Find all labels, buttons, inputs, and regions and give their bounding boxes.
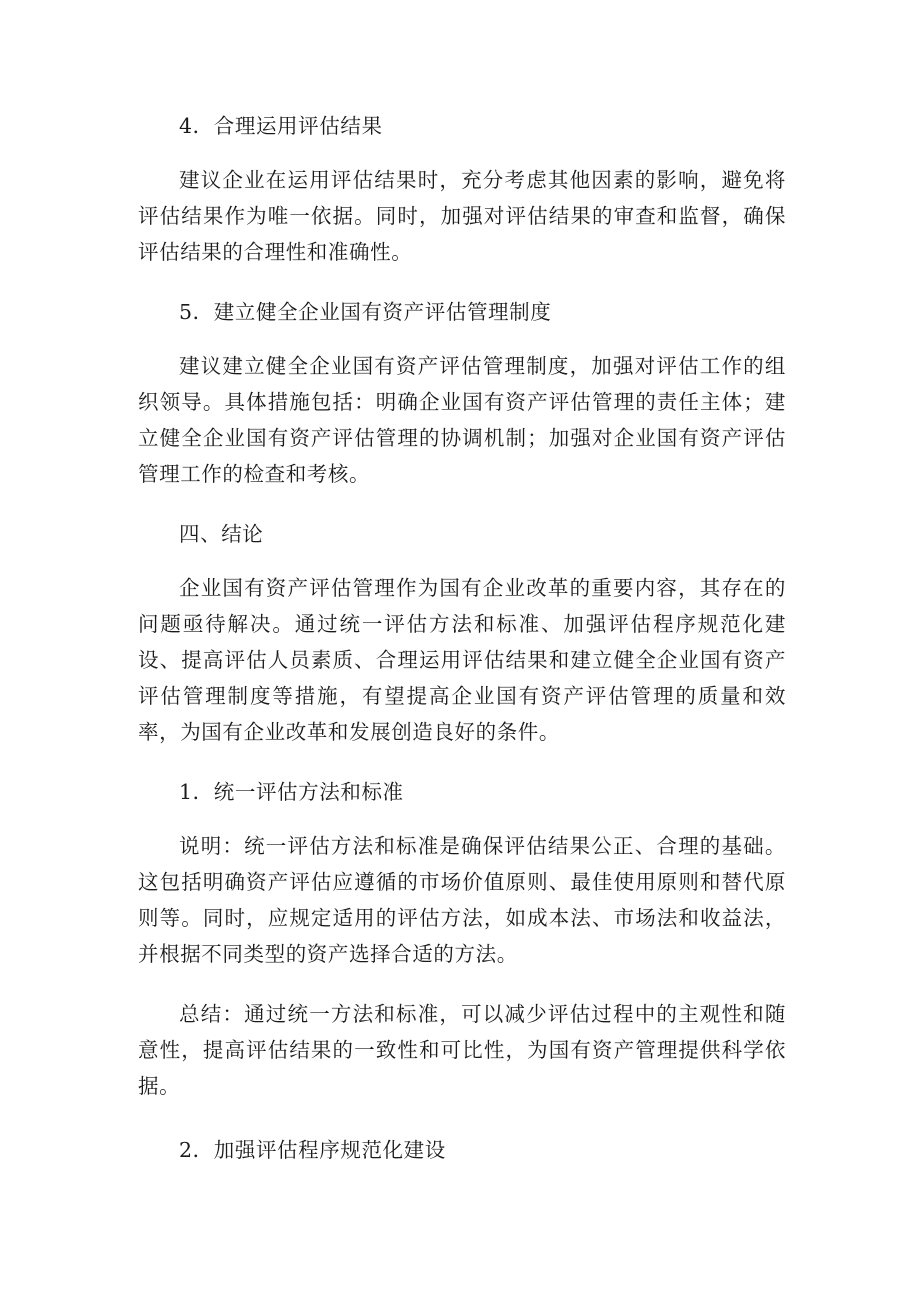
paragraph-conclusion: 企业国有资产评估管理作为国有企业改革的重要内容，其存在的问题亟待解决。通过统一评估方法和标准、加强评估程序规范化建设、提高评估人员素质、合理运用评估结果和建立健全企业国有资产评估管理制度等措施，有望提高企业国有资产评估管理的质量和效率，为国有企业改革和发展创造良好的条件。	[138, 576, 786, 744]
paragraph-management-system: 建议建立健全企业国有资产评估管理制度，加强对评估工作的组织领导。具体措施包括：明确企业国有资产评估管理的责任主体；建立健全企业国有资产评估管理的协调机制；加强对企业国有资产评估管理工作的检查和考核。	[138, 354, 786, 486]
heading-5-management-system: 5．建立健全企业国有资产评估管理制度	[179, 300, 552, 324]
paragraph-use-results: 建议企业在运用评估结果时，充分考虑其他因素的影响，避免将评估结果作为唯一依据。同时，加强对评估结果的审查和监督，确保评估结果的合理性和准确性。	[138, 168, 786, 264]
paragraph-summary: 总结：通过统一方法和标准，可以减少评估过程中的主观性和随意性，提高评估结果的一致性和可比性，为国有资产管理提供科学依据。	[138, 1002, 786, 1098]
heading-2-procedure-standardization: 2．加强评估程序规范化建设	[179, 1138, 446, 1162]
heading-4-use-results: 4．合理运用评估结果	[179, 114, 383, 138]
heading-1-unify-methods: 1．统一评估方法和标准	[179, 780, 404, 804]
section-heading-conclusion: 四、结论	[179, 522, 264, 546]
paragraph-explanation: 说明：统一评估方法和标准是确保评估结果公正、合理的基础。这包括明确资产评估应遵循的市场价值原则、最佳使用原则和替代原则等。同时，应规定适用的评估方法，如成本法、市场法和收益法，并根据不同类型的资产选择合适的方法。	[138, 834, 786, 966]
document-body	[138, 108, 786, 1168]
